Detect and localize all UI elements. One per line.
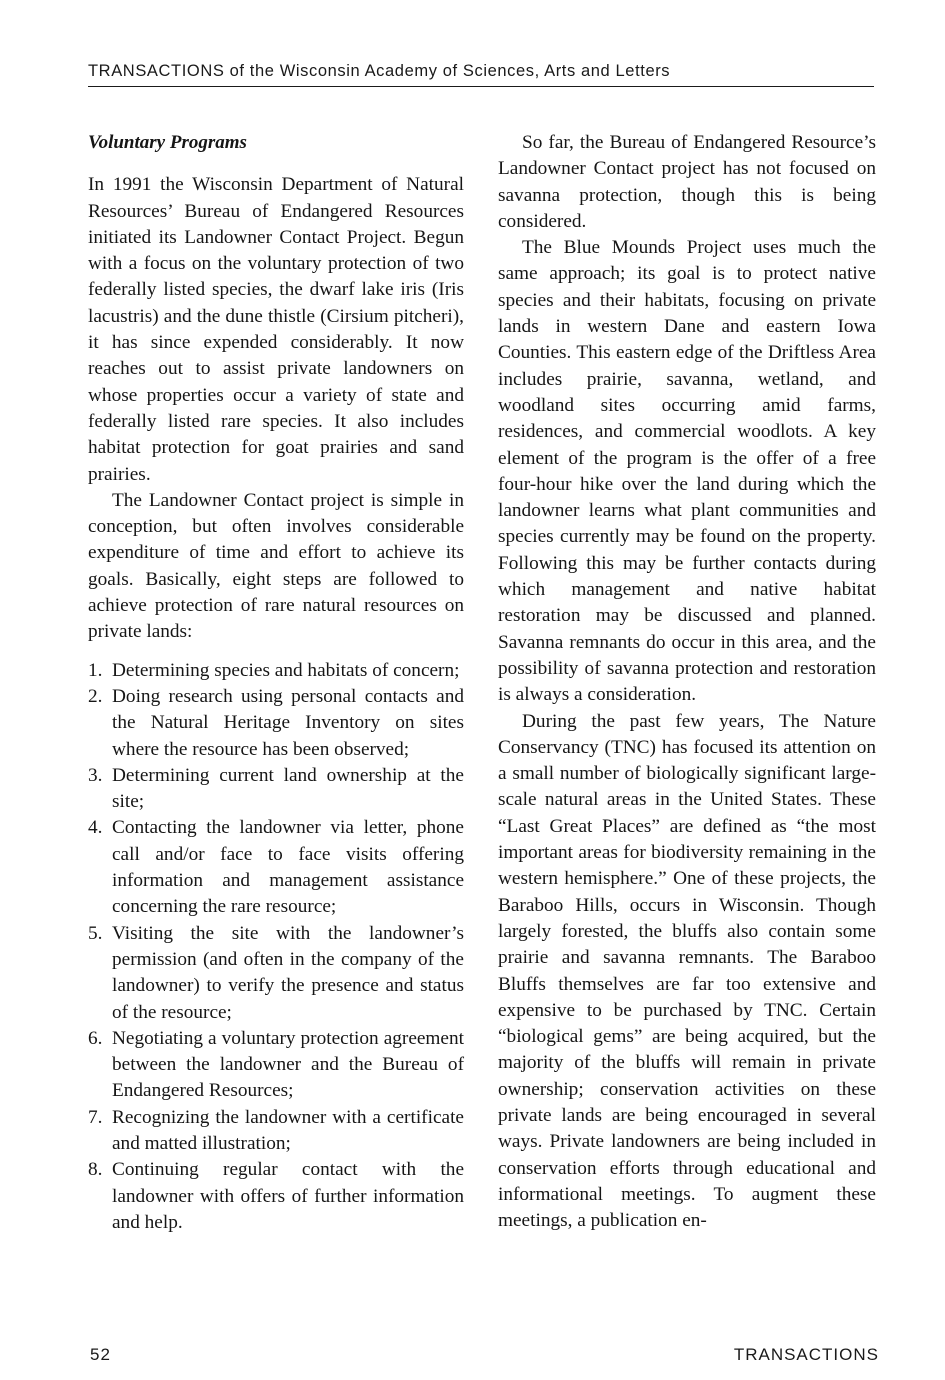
- list-item: [88, 815, 464, 920]
- list-item: [88, 658, 464, 684]
- page-number: 52: [90, 1345, 111, 1364]
- list-item-text: Determining species and habitats of concern;: [112, 659, 460, 681]
- right-column: [498, 130, 876, 1234]
- list-item-number: 2.: [88, 685, 103, 707]
- list-item-number: 8.: [88, 1159, 103, 1181]
- list-item: [88, 763, 464, 816]
- paragraph: So far, the Bureau of Endangered Resource’s Landowner Contact project has not focused on savanna protection, though this is being considered.: [498, 132, 876, 232]
- list-item-text: Continuing regular contact with the landowner with offers of further information and help.: [112, 1159, 464, 1233]
- paragraph: The Blue Mounds Project uses much the same approach; its goal is to protect native species and their habitats, focusing on private lands in western Dane and eastern Iowa Counties. This eastern edge of the Driftless Area includes prairie, savanna, wetland, and woodland sites occurring amid farms, residences, and commercial woodlots. A key element of the program is the offer of a free four-hour hike over the land during which the landowner learns what plant communities and species currently may be found on the property. Following this may be further contacts during which management and native habitat restoration may be discussed and planned. Savanna remnants do occur in this area, and the possibility of savanna protection and restoration is always a consideration.: [498, 237, 876, 706]
- paragraph: The Landowner Contact project is simple in conception, but often involves considerable expenditure of time and effort to achieve its goals. Basically, eight steps are followed to achieve protection of rare natural resources on private lands:: [88, 489, 464, 643]
- left-column: [88, 130, 464, 1236]
- journal-name: TRANSACTIONS: [733, 1345, 879, 1364]
- list-item: [88, 1026, 464, 1105]
- section-heading: Voluntary Programs: [88, 132, 247, 153]
- list-item-number: 6.: [88, 1027, 103, 1049]
- header-rule: [88, 86, 874, 87]
- paragraph: In 1991 the Wisconsin Department of Natural Resources’ Bureau of Endangered Resources initiated its Landowner Contact Project. Begun with a focus on the voluntary protection of two federally listed species, the dwarf lake iris (Iris lacustris) and the dune thistle (Cirsium pitcheri), it has since expended considerably. It now reaches out to assist private landowners on whose properties occur a variety of state and federally listed rare species. It also includes habitat protection for goat prairies and sand prairies.: [88, 174, 464, 485]
- paragraph: During the past few years, The Nature Conservancy (TNC) has focused its attention on a small number of biologically significant large-scale natural areas in the United States. These “Last Great Places” are defined as “the most important areas for biodiversity remaining in the western hemisphere.” One of these projects, the Baraboo Hills, occurs in Wisconsin. Though largely forested, the bluffs also contain some prairie and savanna remnants. The Baraboo Bluffs themselves are far too extensive and expensive to be purchased by TNC. Certain “biological gems” are being acquired, but the majority of the bluffs will remain in private ownership; conservation activities on these private lands are being encouraged in several ways. Private landowners are being included in conservation efforts through educational and informational meetings. To augment these meetings, a publication en-: [498, 710, 876, 1232]
- list-item-number: 4.: [88, 817, 103, 839]
- running-head: TRANSACTIONS of the Wisconsin Academy of Sciences, Arts and Letters: [88, 62, 671, 80]
- list-item: [88, 1157, 464, 1236]
- list-item-text: Negotiating a voluntary protection agreement between the landowner and the Bureau of Endangered Resources;: [112, 1027, 464, 1102]
- list-item-number: 3.: [88, 764, 103, 786]
- list-item-number: 5.: [88, 922, 103, 944]
- list-item-text: Visiting the site with the landowner’s permission (and often in the company of the landowner) to verify the presence and status of the resource;: [112, 922, 464, 1023]
- list-item-number: 1.: [88, 659, 103, 681]
- list-item: [88, 1105, 464, 1158]
- list-item-text: Recognizing the landowner with a certificate and matted illustration;: [112, 1106, 464, 1154]
- steps-list: [88, 658, 464, 1237]
- list-item: [88, 684, 464, 763]
- list-item-text: Contacting the landowner via letter, phone call and/or face to face visits offering information and management assistance concerning the rare resource;: [112, 817, 464, 918]
- list-item: [88, 921, 464, 1026]
- list-item-number: 7.: [88, 1106, 103, 1128]
- list-item-text: Doing research using personal contacts and the Natural Heritage Inventory on sites where the resource has been observed;: [112, 685, 464, 760]
- list-item-text: Determining current land ownership at the site;: [112, 764, 464, 813]
